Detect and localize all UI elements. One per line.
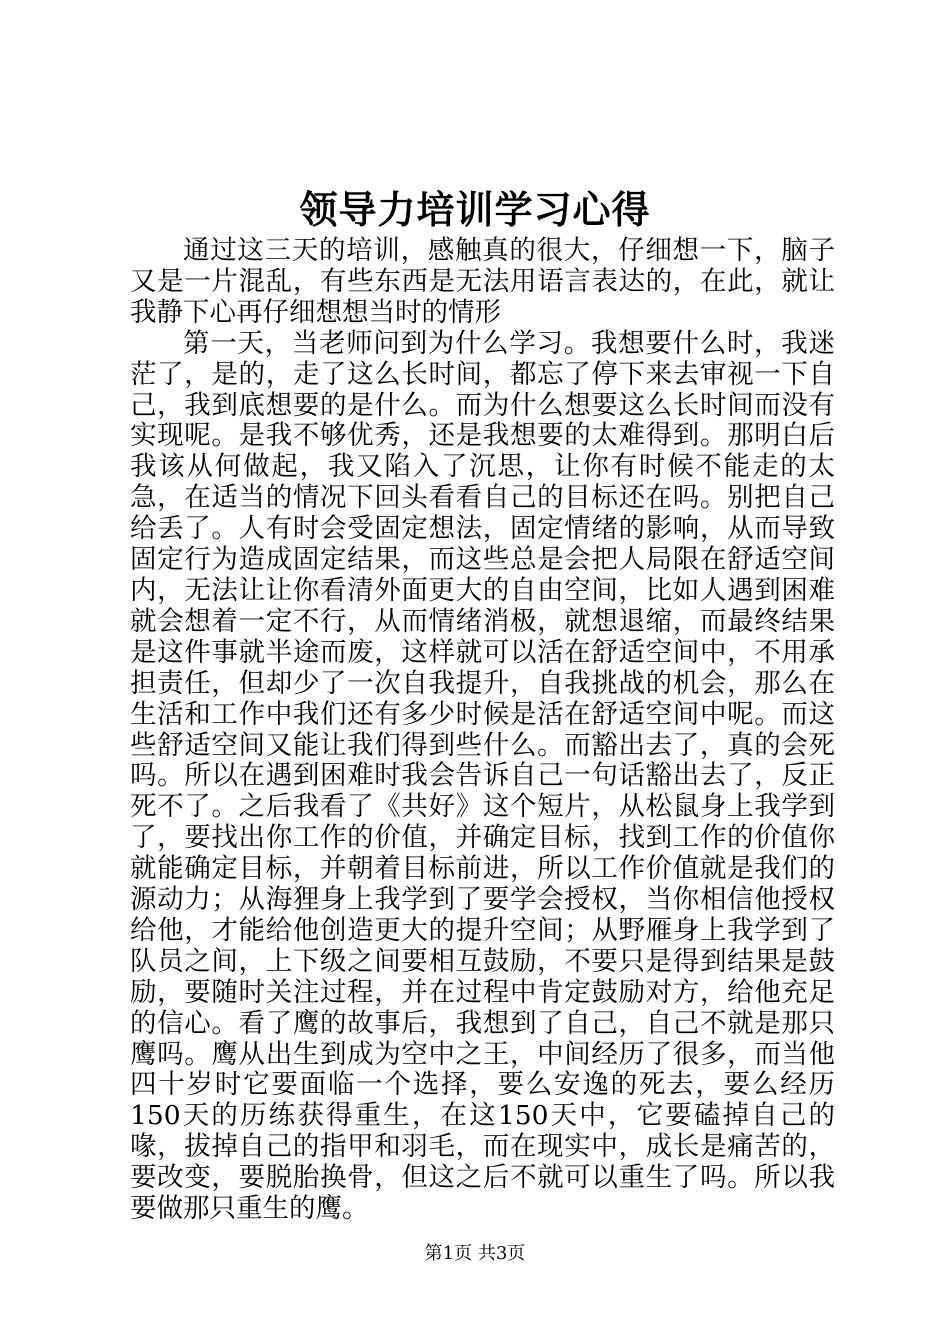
document-title: 领导力培训学习心得 <box>299 187 651 232</box>
paragraph-intro: 通过这三天的培训，感触真的很大，仔细想一下，脑子又是一片混乱，有些东西是无法用语言表达的，在此，就让我静下心再仔细想想当时的情形 <box>130 235 835 328</box>
document-body <box>130 236 835 1225</box>
page-footer: 第1页 共3页 <box>424 1243 526 1264</box>
paragraph-day-one: 第一天，当老师问到为什么学习。我想要什么时，我迷茫了，是的，走了这么长时间，都忘了停下来去审视一下自己，我到底想要的是什么。而为什么想要这么长时间而没有实现呢。是我不够优秀，还是我想要的太难得到。那明白后我该从何做起，我又陷入了沉思，让你有时候不能走的太急，在适当的情况下回头看看自己的目标还在吗。别把自己给丢了。人有时会受固定想法，固定情绪的影响，从而导致固定行为造成固定结果，而这些总是会把人局限在舒适空间内，无法让让你看清外面更大的自由空间，比如人遇到困难就会想着一定不行，从而情绪消极，就想退缩，而最终结果是这件事就半途而废，这样就可以活在舒适空间中，不用承担责任，但却少了一次自我提升，自我挑战的机会，那么在生活和工作中我们还有多少时候是活在舒适空间中呢。而这些舒适空间又能让我们得到些什么。而豁出去了，真的会死吗。所以在遇到困难时我会告诉自己一句话豁出去了，反正死不了。之后我看了《共好》这个短片，从松鼠身上我学到了，要找出你工作的价值，并确定目标，找到工作的价值你就能确定目标，并朝着目标前进，所以工作价值就是我们的源动力；从海狸身上我学到了要学会授权，当你相信他授权给他，才能给他创造更大的提升空间；从野雁身上我学到了队员之间，上下级之间要相互鼓励，不要只是得到结果是鼓励，要随时关注过程，并在过程中肯定鼓励对方，给他充足的信心。看了鹰的故事后，我想到了自己，自己不就是那只鹰吗。鹰从出生到成为空中之王，中间经历了很多，而当他四十岁时它要面临一个选择，要么安逸的死去，要么经历150天的历练获得重生，在这150天中，它要磕掉自己的喙，拔掉自己的指甲和羽毛，而在现实中，成长是痛苦的，要改变，要脱胎换骨，但这之后不就可以重生了吗。所以我要做那只重生的鹰。 <box>130 327 835 1225</box>
